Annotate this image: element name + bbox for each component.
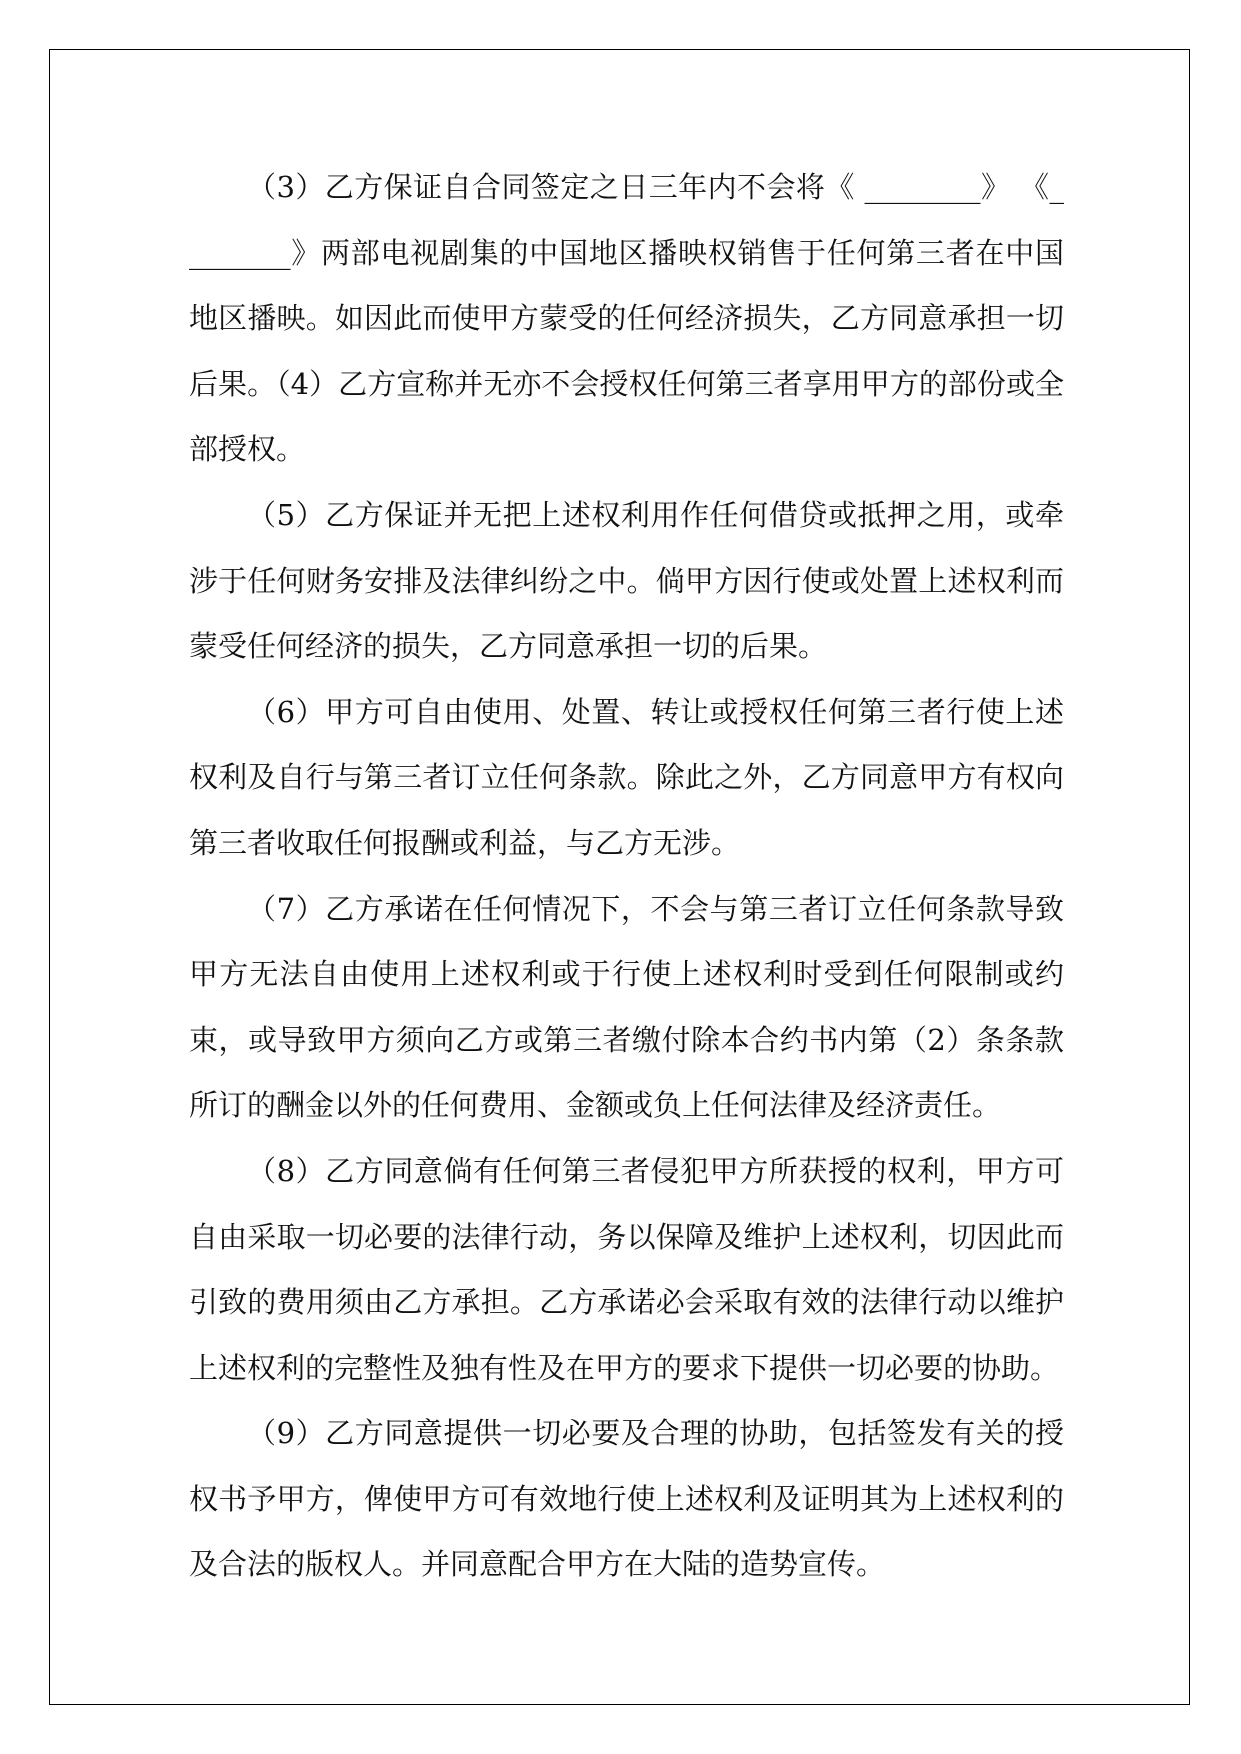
clause-5: （5）乙方保证并无把上述权利用作任何借贷或抵押之用，或牵涉于任何财务安排及法律纠纷之中。倘甲方因行使或处置上述权利而蒙受任何经济的损失，乙方同意承担一切的后果。 bbox=[189, 497, 1064, 664]
document-body bbox=[189, 155, 1064, 1598]
clause-7: （7）乙方承诺在任何情况下，不会与第三者订立任何条款导致甲方无法自由使用上述权利或于行使上述权利时受到任何限制或约束，或导致甲方须向乙方或第三者缴付除本合约书内第（2）条条款所订的酬金以外的任何费用、金额或负上任何法律及经济责任。 bbox=[189, 891, 1064, 1123]
clause-3-4: （3）乙方保证自合同签定之日三年内不会将《 ________》 《________》两部电视剧集的中国地区播映权销售于任何第三者在中国地区播映。如因此而使甲方蒙受的任何经济损失，乙方同意承担一切后果。（4）乙方宣称并无亦不会授权任何第三者享用甲方的部份或全部授权。 bbox=[189, 170, 1064, 467]
clause-9: （9）乙方同意提供一切必要及合理的协助，包括签发有关的授权书予甲方，俾使甲方可有效地行使上述权利及证明其为上述权利的及合法的版权人。并同意配合甲方在大陆的造势宣传。 bbox=[189, 1416, 1064, 1582]
clause-6: （6）甲方可自由使用、处置、转让或授权任何第三者行使上述权利及自行与第三者订立任何条款。除此之外，乙方同意甲方有权向第三者收取任何报酬或利益，与乙方无涉。 bbox=[189, 694, 1064, 860]
clause-8: （8）乙方同意倘有任何第三者侵犯甲方所获授的权利，甲方可自由采取一切必要的法律行动，务以保障及维护上述权利，切因此而引致的费用须由乙方承担。乙方承诺必会采取有效的法律行动以维护上述权利的完整性及独有性及在甲方的要求下提供一切必要的协助。 bbox=[189, 1153, 1064, 1385]
